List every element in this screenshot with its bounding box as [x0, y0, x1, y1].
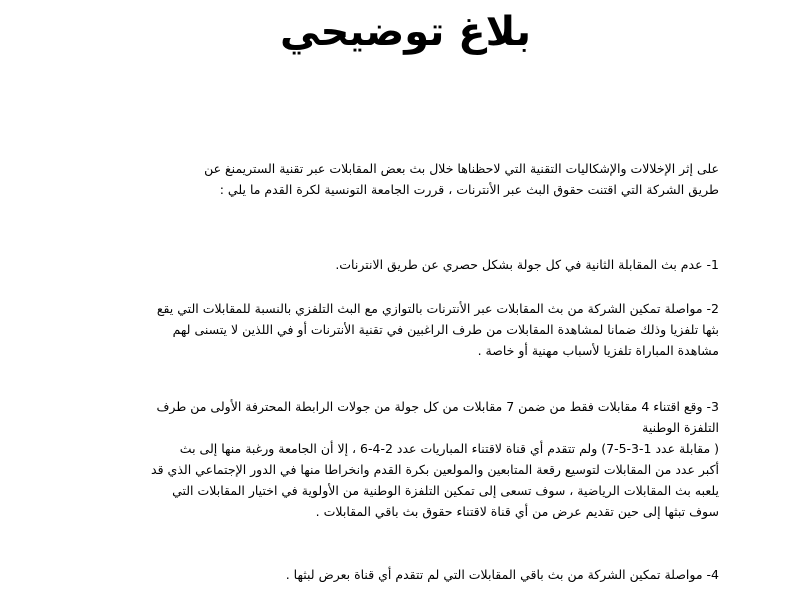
item-4-text: 4- مواصلة تمكين الشركة من بث باقي المقابلات التي لم تتقدم أي قناة بعرض لبثها . — [285, 567, 719, 582]
item-4 — [89, 564, 719, 585]
item-3-line-6: سوف تبثها إلى حين تقديم عرض من أي قناة لاقتناء حقوق بث باقي المقابلات . — [315, 504, 719, 519]
item-3-continuation — [89, 438, 719, 522]
item-1 — [89, 254, 719, 275]
item-2-line-3: مشاهدة المباراة تلفزيا لأسباب مهنية أو خاصة . — [477, 343, 719, 358]
item-3-line-1: 3- وقع اقتناء 4 مقابلات فقط من ضمن 7 مقابلات من كل جولة من جولات الرابطة المحترفة الأولى من طرف — [156, 399, 719, 414]
item-1-text: 1- عدم بث المقابلة الثانية في كل جولة بشكل حصري عن طريق الانترنات. — [335, 257, 719, 272]
item-2-line-1: 2- مواصلة تمكين الشركة من بث المقابلات عبر الأنترنات بالتوازي مع البث التلفزي بالنسبة للمقابلات التي يقع — [156, 301, 719, 316]
item-3-line-5: يلعبه بث المقابلات الرياضية ، سوف تسعى إلى تمكين التلفزة الوطنية من الأولوية في اختيار المقابلات التي — [172, 483, 719, 498]
item-3 — [89, 396, 719, 438]
item-3-line-4: أكبر عدد من المقابلات لتوسيع رقعة المتابعين والمولعين بكرة القدم وانخراطا منها في الدور الإجتماعي الذي قد — [151, 462, 719, 477]
intro-paragraph — [89, 158, 719, 200]
intro-line-1: على إثر الإخلالات والإشكاليات التقنية التي لاحظناها خلال بث بعض المقابلات عبر تقنية الستريمنغ عن — [204, 161, 719, 176]
item-3-line-2: التلفزة الوطنية — [642, 420, 719, 435]
intro-line-2: طريق الشركة التي اقتنت حقوق البث عبر الأنترنات ، قررت الجامعة التونسية لكرة القدم ما يلي : — [219, 182, 719, 197]
item-2-line-2: بثها تلفزيا وذلك ضمانا لمشاهدة المقابلات من طرف الراغبين في تقنية الأنترنات أو في اللذين لا يتسنى لهم — [172, 322, 719, 337]
document-title: بلاغ توضيحي — [279, 9, 531, 55]
item-3-line-3: ( مقابلة عدد 1-3-5-7) ولم تتقدم أي قناة لاقتناء المباريات عدد 2-4-6 ، إلا أن الجامعة ورغبة منها إلى بث — [179, 441, 719, 456]
item-2 — [89, 298, 719, 361]
